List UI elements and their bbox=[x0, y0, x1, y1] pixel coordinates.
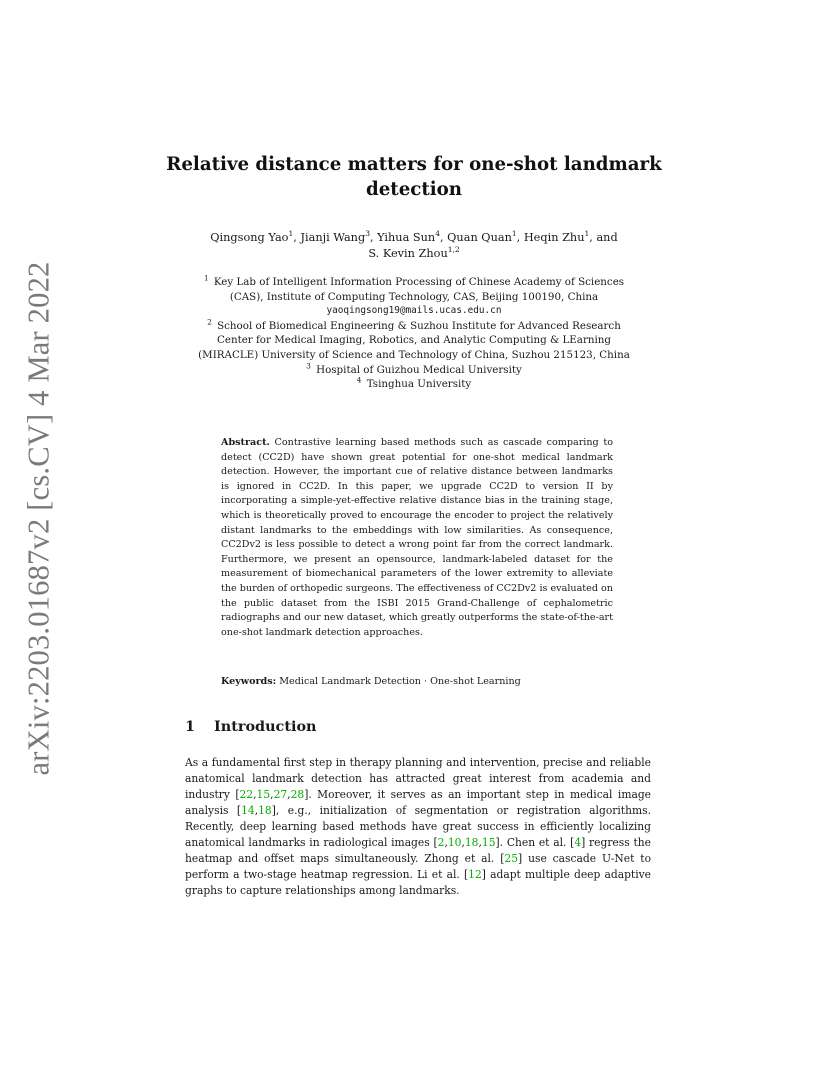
author-list bbox=[170, 230, 658, 262]
author-name: S. Kevin Zhou bbox=[368, 247, 448, 260]
author-affiliation-mark: 1 bbox=[584, 229, 590, 239]
citation-link[interactable]: 22 bbox=[239, 788, 254, 801]
citation-link[interactable]: 18 bbox=[464, 836, 479, 849]
section-number: 1 bbox=[185, 718, 196, 735]
author-name: Qingsong Yao bbox=[210, 231, 289, 244]
author-email: yaoqingsong19@mails.ucas.edu.cn bbox=[326, 305, 502, 317]
citation-link[interactable]: 4 bbox=[574, 836, 582, 849]
affiliation-text: Tsinghua University bbox=[366, 378, 472, 391]
affiliation-line bbox=[150, 377, 678, 392]
affiliation-number: 3 bbox=[306, 361, 311, 371]
citation-link[interactable]: 18 bbox=[258, 804, 272, 817]
citation-link[interactable]: 12 bbox=[468, 868, 482, 881]
author-affiliation-mark: 1 bbox=[288, 229, 294, 239]
citation-link[interactable]: 28 bbox=[290, 788, 305, 801]
citation-link[interactable]: 14 bbox=[241, 804, 255, 817]
author-affiliation-mark: 1 bbox=[511, 229, 517, 239]
keywords bbox=[221, 675, 613, 690]
affiliation-line bbox=[150, 333, 678, 348]
author-name: Heqin Zhu bbox=[523, 231, 585, 244]
abstract-label: Abstract. bbox=[221, 437, 270, 448]
author-affiliation-mark: 4 bbox=[435, 229, 440, 239]
affiliation-text: School of Biomedical Engineering & Suzhou Institute for Advanced Research bbox=[217, 319, 621, 332]
affiliation-text: (MIRACLE) University of Science and Technology of China, Suzhou 215123, China bbox=[198, 348, 630, 361]
affiliation-line bbox=[150, 348, 678, 363]
section-title: Introduction bbox=[214, 718, 317, 735]
citation-link[interactable]: 10 bbox=[447, 836, 462, 849]
citation-link[interactable]: 15 bbox=[481, 836, 496, 849]
introduction-paragraph: As a fundamental first step in therapy planning and intervention, precise and reliable anatomical landmark detection has attracted great interest from academia and industry [22,15,27,28]. Moreover, it serves as an important step in medical image analysis [14,18], e.g., initialization of segmentation or registration algorithms. Recently, deep learning based methods have great success in efficiently localizing anatomical landmarks in radiological images [2,10,18,15]. Chen et al. [4] regress the heatmap and offset maps simultaneously. Zhong et al. [25] use cascade U-Net to perform a two-stage heatmap regression. Li et al. [12] adapt multiple deep adaptive graphs to capture relationships among landmarks. bbox=[185, 756, 652, 897]
abstract-text: Contrastive learning based methods such as cascade comparing to detect (CC2D) have shown great potential for one-shot medical landmark detection. However, the important cue of relative distance between landmarks is ignored in CC2D. In this paper, we upgrade CC2D to version II by incorporating a simple-yet-effective relative distance bias in the training stage, which is theoretically proved to encourage the encoder to project the relatively distant landmarks to the embeddings with low similarities. As consequence, CC2Dv2 is less possible to detect a wrong point far from the correct landmark. Furthermore, we present an opensource, landmark-labeled dataset for the measurement of biomechanical parameters of the lower extremity to alleviate the burden of orthopedic surgeons. The effectiveness of CC2Dv2 is evaluated on the public dataset from the ISBI 2015 Grand-Challenge of cephalometric radiographs and our new dataset, which greatly outperforms the state-of-the-art one-shot landmark detection approaches. bbox=[221, 437, 613, 638]
author-name: Yihua Sun bbox=[377, 231, 436, 244]
author-separator: , bbox=[439, 231, 448, 244]
author-affiliation-mark: 1,2 bbox=[447, 245, 460, 255]
citation-link[interactable]: 27 bbox=[273, 788, 288, 801]
author-line bbox=[170, 230, 658, 246]
arxiv-identifier: arXiv:2203.01687v2 [cs.CV] 4 Mar 2022 bbox=[21, 261, 56, 775]
affiliation-line bbox=[150, 363, 678, 378]
affiliation-text: Key Lab of Intelligent Information Processing of Chinese Academy of Sciences bbox=[213, 276, 625, 288]
author-separator: , bbox=[293, 231, 301, 244]
author-line bbox=[170, 246, 658, 262]
affiliation-number: 1 bbox=[203, 273, 209, 283]
affiliation-line bbox=[150, 290, 678, 305]
author-name: Jianji Wang bbox=[300, 231, 366, 244]
affiliation-text: Hospital of Guizhou Medical University bbox=[316, 363, 522, 376]
affiliation-number: 4 bbox=[356, 375, 362, 385]
citation-link[interactable]: 15 bbox=[256, 788, 271, 801]
paper-title: Relative distance matters for one-shot landmark detection bbox=[166, 154, 662, 200]
citation-link[interactable]: 25 bbox=[504, 852, 519, 865]
author-name: Quan Quan bbox=[447, 231, 512, 244]
affiliation-line bbox=[150, 319, 678, 334]
affiliation-line bbox=[150, 275, 678, 290]
keywords-label: Keywords: bbox=[221, 676, 277, 687]
author-separator: , bbox=[516, 231, 524, 244]
keywords-text: Medical Landmark Detection · One-shot Learning bbox=[279, 676, 521, 687]
author-affiliation-mark: 3 bbox=[365, 229, 370, 239]
section-heading bbox=[185, 717, 317, 737]
affiliation-text: Center for Medical Imaging, Robotics, and Analytic Computing & LEarning bbox=[216, 334, 612, 347]
affiliation-text: (CAS), Institute of Computing Technology, CAS, Beijing 100190, China bbox=[229, 290, 599, 303]
affiliation-number: 2 bbox=[207, 317, 212, 327]
author-separator: , bbox=[369, 231, 378, 244]
citation-link[interactable]: 2 bbox=[437, 836, 445, 849]
affiliations bbox=[150, 275, 678, 392]
author-separator: , and bbox=[589, 231, 618, 244]
abstract bbox=[221, 436, 613, 640]
arxiv-sidebar-stamp bbox=[18, 261, 60, 775]
